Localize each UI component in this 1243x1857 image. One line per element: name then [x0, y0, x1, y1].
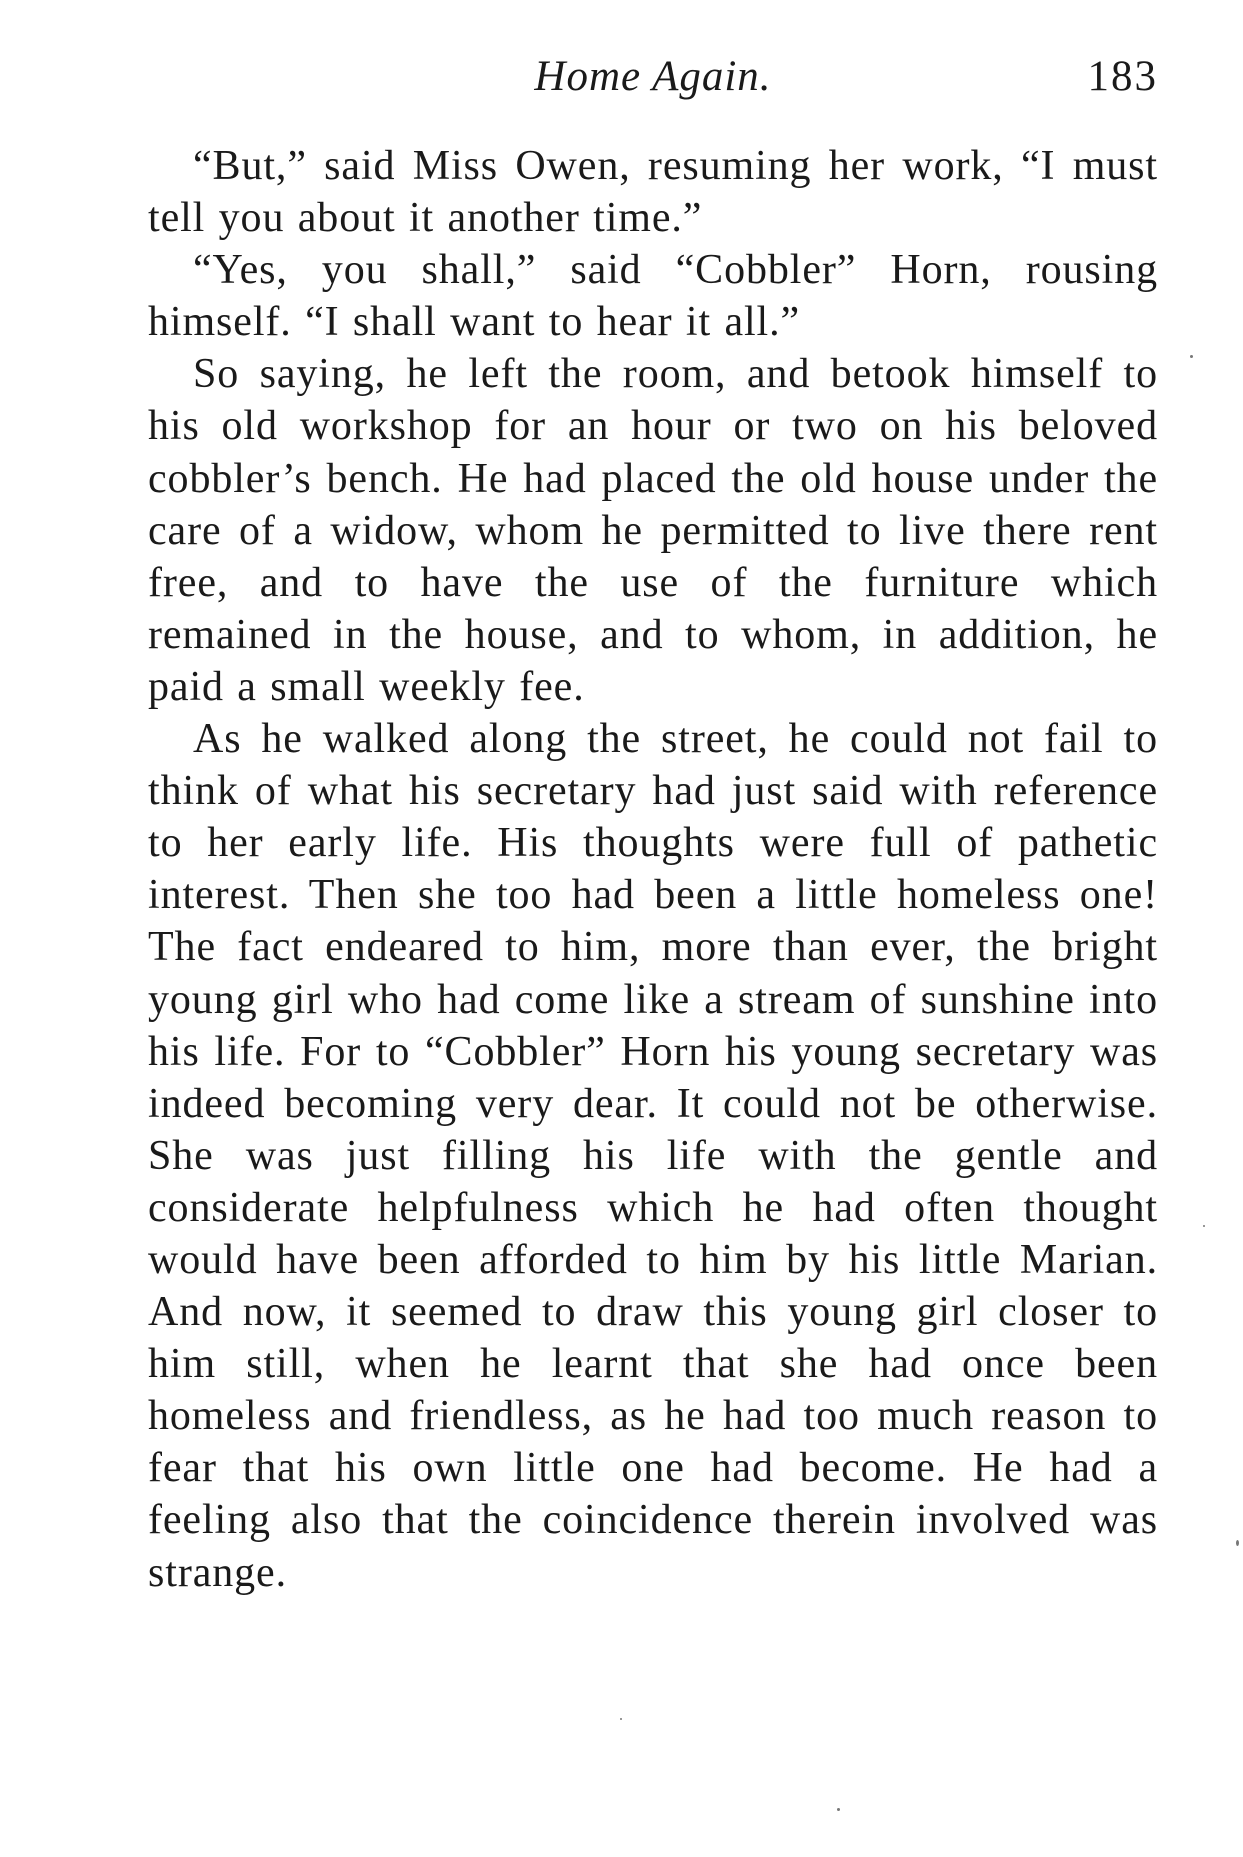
running-head: [148, 42, 1158, 112]
paragraph-2: “Yes, you shall,” said “Cobbler” Horn, rousing himself. “I shall want to hear it all.”: [148, 247, 1158, 346]
scan-speck: [1236, 1540, 1239, 1546]
scan-speck: [620, 1718, 622, 1720]
paragraph-3: So saying, he left the room, and betook himself to his old workshop for an hour or two on his beloved cobbler’s bench. He had placed the old house under the care of a widow, whom he permitted to live there rent free, and to have the use of the furniture which remained in the house, and to whom, in addition, he paid a small weekly fee.: [148, 351, 1158, 710]
body-text: [148, 140, 1158, 1599]
page-number: 183: [1087, 53, 1158, 100]
paragraph-4: As he walked along the street, he could not fail to think of what his secretary had just said with reference to her early life. His thoughts were full of pathetic interest. Then she too had been a little homeless one! The fact endeared to him, more than ever, the bright young girl who had come like a stream of sunshine into his life. For to “Cobbler” Horn his young secretary was indeed becoming very dear. It could not be otherwise. She was just filling his life with the gentle and considerate helpfulness which he had often thought would have been afforded to him by his little Marian. And now, it seemed to draw this young girl closer to him still, when he learnt that she had once been homeless and friendless, as he had too much reason to fear that his own little one had become. He had a feeling also that the coincidence therein involved was strange.: [148, 716, 1158, 1596]
scan-speck: [837, 1808, 840, 1811]
running-title: Home Again.: [534, 53, 772, 100]
paragraph-1: “But,” said Miss Owen, resuming her work, “I must tell you about it another time.”: [148, 143, 1158, 242]
scan-speck: [1203, 1225, 1205, 1227]
scan-speck: [1190, 355, 1193, 358]
